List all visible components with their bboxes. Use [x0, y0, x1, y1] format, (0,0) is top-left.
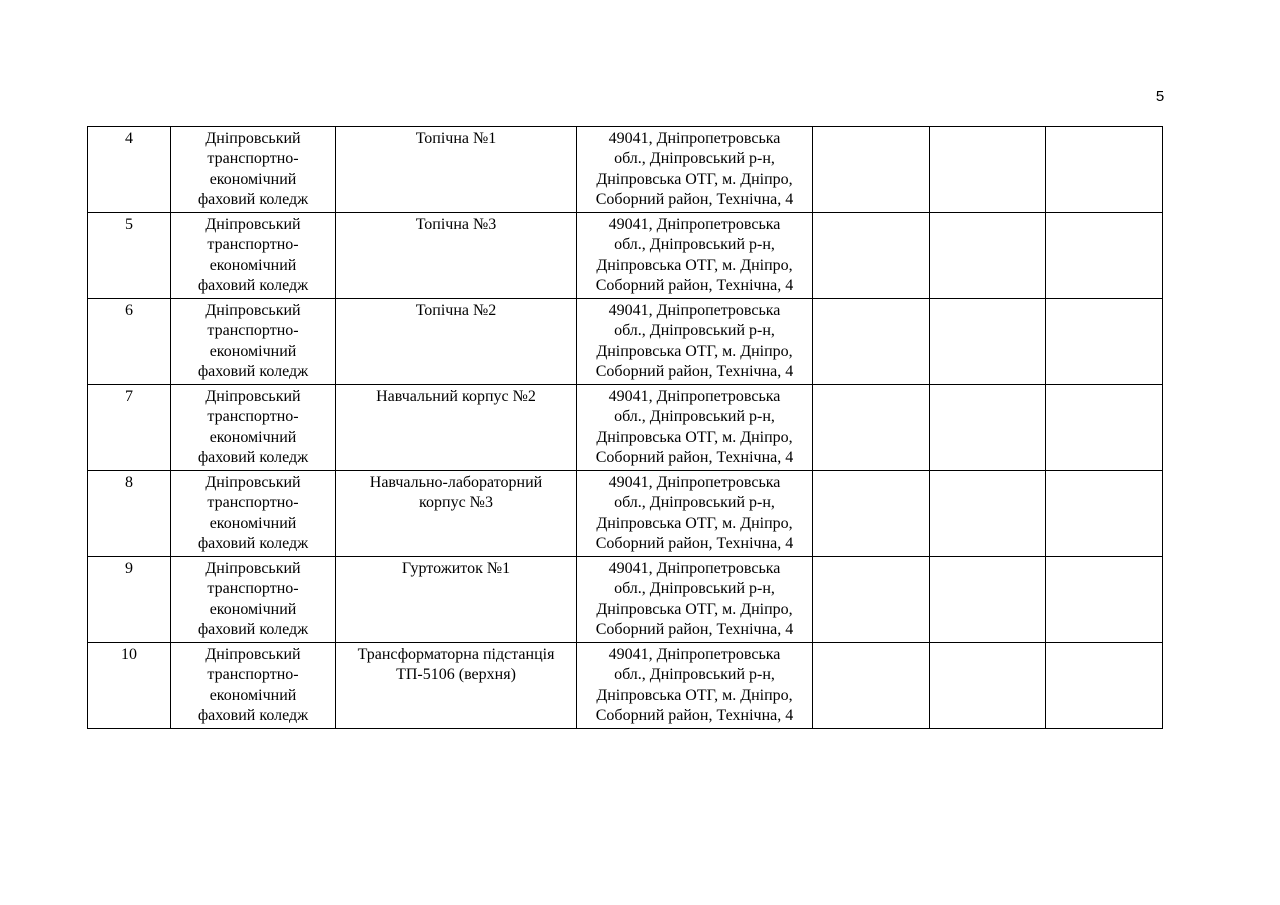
address-cell-line: Дніпровська ОТГ, м. Дніпро,	[596, 170, 793, 188]
address-cell-line: Соборний район, Технічна, 4	[595, 277, 794, 295]
organization-cell-line: фаховий коледж	[197, 191, 309, 209]
organization-cell	[171, 299, 336, 385]
row-number-cell: 8	[88, 471, 171, 557]
organization-cell-line: фаховий коледж	[197, 535, 309, 553]
table-row	[88, 643, 1163, 729]
organization-cell	[171, 127, 336, 213]
organization-cell-line: економічний	[209, 256, 297, 274]
organization-cell-line: Дніпровський	[205, 130, 301, 147]
address-cell-line: Соборний район, Технічна, 4	[595, 191, 794, 209]
organization-cell-line: Дніпровський	[205, 560, 301, 577]
address-cell	[577, 643, 813, 729]
address-cell-line: обл., Дніпровський р-н,	[614, 150, 775, 168]
organization-cell-line: фаховий коледж	[197, 449, 309, 467]
organization-cell-line: Дніпровський	[205, 646, 301, 663]
organization-cell-line: Дніпровський	[205, 216, 301, 233]
table-row	[88, 557, 1163, 643]
organization-cell-line: транспортно-	[207, 666, 299, 684]
organization-cell-line: фаховий коледж	[197, 707, 309, 725]
organization-cell	[171, 643, 336, 729]
address-cell-line: 49041, Дніпропетровська	[608, 302, 781, 319]
address-cell	[577, 385, 813, 471]
address-cell-line: 49041, Дніпропетровська	[608, 216, 781, 233]
objects-table	[87, 126, 1163, 729]
address-cell-line: обл., Дніпровський р-н,	[614, 408, 775, 426]
empty-cell	[813, 643, 930, 729]
empty-cell	[1046, 557, 1163, 643]
organization-cell-line: економічний	[209, 514, 297, 532]
object-name-cell	[336, 299, 577, 385]
object-name-cell	[336, 643, 577, 729]
object-name-cell-line: ТП-5106 (верхня)	[396, 666, 516, 684]
empty-cell	[1046, 299, 1163, 385]
organization-cell-line: економічний	[209, 600, 297, 618]
object-name-cell-line: Навчально-лабораторний	[369, 474, 543, 491]
empty-cell	[930, 557, 1046, 643]
address-cell-line: Дніпровська ОТГ, м. Дніпро,	[596, 600, 793, 618]
organization-cell-line: Дніпровський	[205, 302, 301, 319]
address-cell-line: Дніпровська ОТГ, м. Дніпро,	[596, 428, 793, 446]
address-cell-line: Соборний район, Технічна, 4	[595, 707, 794, 725]
empty-cell	[1046, 471, 1163, 557]
empty-cell	[930, 299, 1046, 385]
address-cell-line: 49041, Дніпропетровська	[608, 474, 781, 491]
row-number-cell: 9	[88, 557, 171, 643]
row-number-cell: 4	[88, 127, 171, 213]
organization-cell-line: економічний	[209, 170, 297, 188]
empty-cell	[930, 213, 1046, 299]
address-cell-line: Дніпровська ОТГ, м. Дніпро,	[596, 256, 793, 274]
organization-cell-line: транспортно-	[207, 580, 299, 598]
empty-cell	[930, 471, 1046, 557]
organization-cell-line: економічний	[209, 342, 297, 360]
address-cell-line: 49041, Дніпропетровська	[608, 130, 781, 147]
object-name-cell	[336, 213, 577, 299]
address-cell-line: Дніпровська ОТГ, м. Дніпро,	[596, 686, 793, 704]
address-cell-line: обл., Дніпровський р-н,	[614, 236, 775, 254]
address-cell-line: обл., Дніпровський р-н,	[614, 666, 775, 684]
organization-cell	[171, 385, 336, 471]
empty-cell	[930, 127, 1046, 213]
table-row	[88, 213, 1163, 299]
address-cell-line: обл., Дніпровський р-н,	[614, 322, 775, 340]
table-row	[88, 385, 1163, 471]
address-cell-line: Соборний район, Технічна, 4	[595, 535, 794, 553]
row-number-cell: 6	[88, 299, 171, 385]
empty-cell	[1046, 127, 1163, 213]
address-cell-line: 49041, Дніпропетровська	[608, 560, 781, 577]
address-cell-line: обл., Дніпровський р-н,	[614, 580, 775, 598]
address-cell-line: Дніпровська ОТГ, м. Дніпро,	[596, 342, 793, 360]
address-cell-line: Соборний район, Технічна, 4	[595, 449, 794, 467]
object-name-cell-line: Гуртожиток №1	[401, 560, 511, 577]
address-cell	[577, 471, 813, 557]
object-name-cell-line: Топічна №3	[415, 216, 497, 233]
empty-cell	[813, 471, 930, 557]
row-number-cell: 7	[88, 385, 171, 471]
empty-cell	[1046, 385, 1163, 471]
organization-cell-line: економічний	[209, 428, 297, 446]
address-cell-line: Соборний район, Технічна, 4	[595, 363, 794, 381]
row-number-cell: 10	[88, 643, 171, 729]
object-name-cell-line: Навчальний корпус №2	[376, 388, 536, 405]
address-cell-line: 49041, Дніпропетровська	[608, 388, 781, 405]
organization-cell-line: фаховий коледж	[197, 277, 309, 295]
address-cell	[577, 213, 813, 299]
organization-cell-line: фаховий коледж	[197, 363, 309, 381]
organization-cell-line: транспортно-	[207, 408, 299, 426]
address-cell-line: Соборний район, Технічна, 4	[595, 621, 794, 639]
organization-cell	[171, 213, 336, 299]
organization-cell-line: транспортно-	[207, 494, 299, 512]
organization-cell	[171, 471, 336, 557]
object-name-cell-line: Топічна №1	[415, 130, 497, 147]
organization-cell	[171, 557, 336, 643]
address-cell	[577, 299, 813, 385]
empty-cell	[1046, 643, 1163, 729]
address-cell-line: обл., Дніпровський р-н,	[614, 494, 775, 512]
empty-cell	[813, 385, 930, 471]
object-name-cell-line: Топічна №2	[415, 302, 497, 319]
empty-cell	[813, 557, 930, 643]
organization-cell-line: Дніпровський	[205, 388, 301, 405]
table-row	[88, 127, 1163, 213]
row-number-cell: 5	[88, 213, 171, 299]
address-cell	[577, 557, 813, 643]
empty-cell	[1046, 213, 1163, 299]
address-cell	[577, 127, 813, 213]
object-name-cell	[336, 471, 577, 557]
empty-cell	[813, 213, 930, 299]
empty-cell	[813, 127, 930, 213]
organization-cell-line: транспортно-	[207, 150, 299, 168]
organization-cell-line: транспортно-	[207, 322, 299, 340]
object-name-cell	[336, 127, 577, 213]
address-cell-line: 49041, Дніпропетровська	[608, 646, 781, 663]
object-name-cell	[336, 385, 577, 471]
object-name-cell	[336, 557, 577, 643]
page-number: 5	[1155, 88, 1165, 105]
organization-cell-line: фаховий коледж	[197, 621, 309, 639]
organization-cell-line: транспортно-	[207, 236, 299, 254]
organization-cell-line: економічний	[209, 686, 297, 704]
table-body	[88, 127, 1163, 729]
object-name-cell-line: Трансформаторна підстанція	[357, 646, 555, 663]
organization-cell-line: Дніпровський	[205, 474, 301, 491]
address-cell-line: Дніпровська ОТГ, м. Дніпро,	[596, 514, 793, 532]
empty-cell	[813, 299, 930, 385]
empty-cell	[930, 385, 1046, 471]
table-row	[88, 299, 1163, 385]
empty-cell	[930, 643, 1046, 729]
table-row	[88, 471, 1163, 557]
object-name-cell-line: корпус №3	[419, 494, 493, 512]
